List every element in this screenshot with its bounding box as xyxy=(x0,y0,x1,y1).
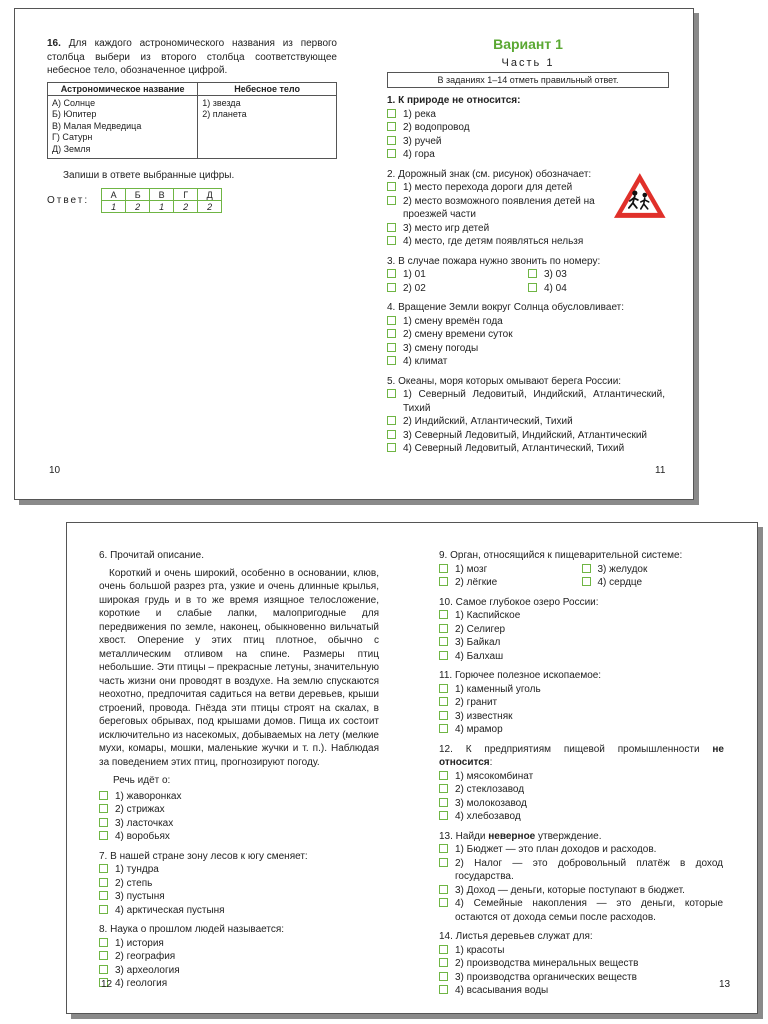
option-label: 4) сердце xyxy=(597,577,643,588)
q14-option[interactable] xyxy=(439,957,724,971)
q1-bold: не относится xyxy=(452,95,518,106)
q8-option[interactable] xyxy=(99,950,379,964)
q3-option[interactable] xyxy=(528,282,669,296)
q16-col1-item: В) Малая Медведица xyxy=(52,120,142,131)
answer-checkbox[interactable] xyxy=(439,898,448,907)
option-label: 2) 02 xyxy=(403,282,426,294)
answer-checkbox[interactable] xyxy=(439,651,448,660)
answer-value[interactable]: 1 xyxy=(150,201,174,213)
answer-checkbox[interactable] xyxy=(439,711,448,720)
q16-body: Для каждого астрономического названия из первого столбца выбери из второго столбца соответствующее небесное тело, обозначенное цифрой. xyxy=(47,38,337,76)
q16-answer-table[interactable] xyxy=(101,188,222,213)
page-number-13: 13 xyxy=(719,979,731,990)
option-label: 1) река xyxy=(403,108,436,120)
answer-checkbox[interactable] xyxy=(439,697,448,706)
option-label: 3) ручей xyxy=(403,135,442,147)
answer-checkbox[interactable] xyxy=(99,864,108,873)
answer-checkbox[interactable] xyxy=(439,945,448,954)
q8-option[interactable] xyxy=(99,977,379,991)
q6-option[interactable] xyxy=(99,817,379,831)
page-12-content xyxy=(99,549,379,991)
q1-text xyxy=(387,94,669,108)
page-13-content xyxy=(439,549,724,998)
option-label: 2) гранит xyxy=(455,697,498,708)
q1-prefix: 1. К природе xyxy=(387,95,453,106)
answer-checkbox[interactable] xyxy=(387,343,396,352)
option-label: 1) тундра xyxy=(115,864,159,875)
answer-checkbox[interactable] xyxy=(99,965,108,974)
q7-option[interactable] xyxy=(99,890,379,904)
q10-option[interactable] xyxy=(439,623,724,637)
option-label: 3) 03 xyxy=(544,269,567,280)
q16-col2-header: Небесное тело xyxy=(198,82,337,95)
q7-option[interactable] xyxy=(99,904,379,918)
answer-checkbox[interactable] xyxy=(387,196,396,205)
q14-option[interactable] xyxy=(439,984,724,998)
q9-option[interactable] xyxy=(439,563,582,577)
q2-option[interactable] xyxy=(387,181,607,195)
q4-option[interactable] xyxy=(387,315,669,329)
answer-letter: Д xyxy=(198,189,222,201)
q11-text: 11. Горючее полезное ископаемое: xyxy=(439,670,602,681)
q13-option[interactable] xyxy=(439,897,724,924)
answer-checkbox[interactable] xyxy=(99,938,108,947)
q1-option[interactable] xyxy=(387,148,669,162)
q1-suffix: : xyxy=(517,95,521,106)
q16-col1-header: Астрономическое название xyxy=(48,82,198,95)
q12-option[interactable] xyxy=(439,810,724,824)
answer-checkbox[interactable] xyxy=(387,430,396,439)
answer-letter: В xyxy=(150,189,174,201)
book-spread-pages-10-11 xyxy=(14,8,694,500)
option-label: 3) Доход — деньги, которые поступают в бюджет. xyxy=(455,884,685,896)
option-label: 3) Северный Ледовитый, Индийский, Атлантический xyxy=(403,429,647,441)
option-label: 1) жаворонках xyxy=(115,790,182,802)
answer-checkbox[interactable] xyxy=(99,818,108,827)
answer-value[interactable]: 2 xyxy=(198,201,222,213)
answer-checkbox[interactable] xyxy=(387,182,396,191)
option-label: 2) стеклозавод xyxy=(455,784,525,795)
q12-text xyxy=(439,743,724,770)
option-label: 1) 01 xyxy=(403,269,426,280)
page-number-10: 10 xyxy=(49,465,61,476)
q11-option[interactable] xyxy=(439,723,724,737)
instruction-box: В заданиях 1–14 отметь правильный ответ. xyxy=(387,72,669,88)
answer-checkbox[interactable] xyxy=(99,791,108,800)
q6-passage: Короткий и очень широкий, особенно в основании, клюв, очень большой разрез рта, узкие и очень длинные крылья, широкая грудь и в то же время изящное телосложение, короткие и слабые лапки, малопригодные для передвижения по земле, наконец, обыкновенно вильчатый хвост. Оперение у этих птиц плотное, обычно с металлическим отливом на спине. Размеры птиц небольшие. Эти птицы – прекрасные летуны, значительную часть жизни они проводят в воздухе. На землю спускаются неохотно, предпочитая садиться на ветви деревьев, крыши строений, провода. Гнёзда эти птицы строят на скалах, в береговых обрывах, под крышами домов. Пища их состоит исключительно из насекомых, добываемых на лету (мелкие мухи, комары, мошки, маленькие жучки и т. п.). Наблюдая за поведением этих птиц, прогнозируют погоду. xyxy=(99,567,379,768)
q13-prefix: 13. Найди xyxy=(439,830,489,842)
q1-option[interactable] xyxy=(387,135,669,149)
answer-letter: Г xyxy=(174,189,198,201)
q10-option[interactable] xyxy=(439,609,724,623)
answer-checkbox[interactable] xyxy=(439,811,448,820)
q10-text: 10. Самое глубокое озеро России: xyxy=(439,596,599,608)
option-label: 3) Байкал xyxy=(455,637,501,648)
answer-checkbox[interactable] xyxy=(387,136,396,145)
answer-checkbox[interactable] xyxy=(99,905,108,914)
part-title: Часть 1 xyxy=(501,57,555,69)
option-label: 1) история xyxy=(115,937,164,949)
q6-option[interactable] xyxy=(99,830,379,844)
option-label: 2) смену времени суток xyxy=(403,329,513,340)
answer-checkbox[interactable] xyxy=(387,149,396,158)
q10-option[interactable] xyxy=(439,636,724,650)
option-label: 1) мясокомбинат xyxy=(455,770,534,782)
q3-option[interactable] xyxy=(387,268,528,282)
option-label: 1) Каспийское xyxy=(455,610,521,621)
q16-answer-row xyxy=(47,188,337,213)
q12-option[interactable] xyxy=(439,783,724,797)
q16-col1-item: Б) Юпитер xyxy=(52,109,97,119)
answer-checkbox[interactable] xyxy=(439,798,448,807)
q13-option[interactable] xyxy=(439,857,724,884)
answer-checkbox[interactable] xyxy=(387,236,396,245)
option-label: 3) смену погоды xyxy=(403,342,479,354)
q12-bold: не относится xyxy=(439,743,724,768)
answer-checkbox[interactable] xyxy=(387,109,396,118)
answer-letter: Б xyxy=(126,189,150,201)
q11-option[interactable] xyxy=(439,683,724,697)
option-label: 2) Налог — это добровольный платёж в доход государства. xyxy=(455,857,723,882)
q2-option[interactable] xyxy=(387,235,607,249)
option-label: 4) всасывания воды xyxy=(455,985,549,996)
q2-option[interactable] xyxy=(387,222,607,236)
children-crossing-sign-icon xyxy=(611,170,669,222)
answer-checkbox[interactable] xyxy=(439,637,448,646)
option-label: 1) красоты xyxy=(455,944,505,956)
q7-option[interactable] xyxy=(99,877,379,891)
option-label: 4) Семейные накопления — это деньги, которые остаются от дохода семьи после расходов. xyxy=(455,898,723,923)
answer-checkbox[interactable] xyxy=(99,804,108,813)
option-label: 3) производства органических веществ xyxy=(455,971,637,983)
answer-checkbox[interactable] xyxy=(99,831,108,840)
answer-checkbox[interactable] xyxy=(387,389,396,398)
option-label: 3) ласточках xyxy=(115,817,174,829)
q1-option[interactable] xyxy=(387,121,669,135)
q16-col2-item: 1) звезда xyxy=(202,97,241,108)
q16-table xyxy=(47,82,337,159)
option-label: 4) хлебозавод xyxy=(455,811,521,822)
q9-options xyxy=(439,563,724,590)
variant-title: Вариант 1 xyxy=(493,36,563,52)
option-label: 4) гора xyxy=(403,149,435,160)
q6-option[interactable] xyxy=(99,803,379,817)
q16-col2-cell xyxy=(198,95,337,158)
answer-checkbox[interactable] xyxy=(387,122,396,131)
page-11-content xyxy=(387,35,669,456)
answer-checkbox[interactable] xyxy=(439,858,448,867)
q6-option[interactable] xyxy=(99,790,379,804)
q2-text: 2. Дорожный знак (см. рисунок) обозначает: xyxy=(387,168,592,180)
q12-suffix: : xyxy=(489,757,493,768)
answer-checkbox[interactable] xyxy=(387,356,396,365)
option-label: 4) воробьях xyxy=(115,831,170,842)
q4-option[interactable] xyxy=(387,328,669,342)
q13-option[interactable] xyxy=(439,843,724,857)
q5-option[interactable] xyxy=(387,429,669,443)
q2-content xyxy=(387,168,607,249)
option-label: 4) Северный Ледовитый, Атлантический, Тихий xyxy=(403,443,625,454)
option-label: 2) степь xyxy=(115,877,153,889)
option-label: 2) место возможного появления детей на проезжей части xyxy=(403,195,595,220)
q4-option[interactable] xyxy=(387,342,669,356)
q7-option[interactable] xyxy=(99,863,379,877)
option-label: 3) известняк xyxy=(455,710,513,722)
answer-checkbox[interactable] xyxy=(387,269,396,278)
option-label: 4) Балхаш xyxy=(455,650,504,662)
option-label: 2) география xyxy=(115,951,176,962)
q6-prompt: Речь идёт о: xyxy=(113,775,171,786)
q16-col1-cell xyxy=(48,95,198,158)
answer-checkbox[interactable] xyxy=(387,316,396,325)
q14-text: 14. Листья деревьев служат для: xyxy=(439,931,593,942)
q9-option[interactable] xyxy=(582,563,725,577)
answer-checkbox[interactable] xyxy=(439,577,448,586)
answer-value[interactable]: 1 xyxy=(102,201,126,213)
answer-value[interactable]: 2 xyxy=(126,201,150,213)
option-label: 1) Бюджет — это план доходов и расходов. xyxy=(455,844,657,855)
q5-text: 5. Океаны, моря которых омывают берега России: xyxy=(387,375,622,387)
answer-checkbox[interactable] xyxy=(387,416,396,425)
q6-title: 6. Прочитай описание. xyxy=(99,550,204,561)
q8-option[interactable] xyxy=(99,964,379,978)
answer-checkbox[interactable] xyxy=(439,958,448,967)
answer-checkbox[interactable] xyxy=(582,564,591,573)
option-label: 4) геология xyxy=(115,978,168,989)
option-label: 2) водопровод xyxy=(403,122,470,133)
q13-option[interactable] xyxy=(439,884,724,898)
option-label: 2) лёгкие xyxy=(455,577,498,588)
q16-col1-item: Г) Сатурн xyxy=(52,132,93,142)
q3-text: 3. В случае пожара нужно звонить по номеру: xyxy=(387,255,601,267)
option-label: 1) мозг xyxy=(455,563,488,575)
option-label: 3) желудок xyxy=(597,563,648,575)
option-label: 2) производства минеральных веществ xyxy=(455,958,639,969)
q5-option[interactable] xyxy=(387,415,669,429)
page-number-12: 12 xyxy=(101,979,113,990)
q12-prefix: 12. К предприятиям пищевой промышленности xyxy=(439,743,713,755)
q12-option[interactable] xyxy=(439,770,724,784)
q16-text xyxy=(47,37,337,78)
answer-checkbox[interactable] xyxy=(439,610,448,619)
option-label: 4) мрамор xyxy=(455,724,503,735)
option-label: 1) место перехода дороги для детей xyxy=(403,182,573,193)
q14-option[interactable] xyxy=(439,944,724,958)
option-label: 1) каменный уголь xyxy=(455,683,541,695)
q13-bold: неверное xyxy=(488,830,536,842)
q5-option[interactable] xyxy=(387,442,669,456)
q1-option[interactable] xyxy=(387,108,669,122)
q5-option[interactable] xyxy=(387,388,669,415)
page-10-content xyxy=(47,37,337,213)
answer-checkbox[interactable] xyxy=(387,223,396,232)
q4-text: 4. Вращение Земли вокруг Солнца обусловливает: xyxy=(387,302,625,313)
option-label: 2) Селигер xyxy=(455,623,506,635)
q16-instruction: Запиши в ответе выбранные цифры. xyxy=(63,169,235,181)
answer-checkbox[interactable] xyxy=(582,577,591,586)
option-label: 4) место, где детям появляться нельзя xyxy=(403,236,584,247)
answer-checkbox[interactable] xyxy=(99,951,108,960)
option-label: 3) место игр детей xyxy=(403,222,490,234)
q3-options xyxy=(387,268,669,295)
option-label: 4) климат xyxy=(403,356,448,367)
answer-checkbox[interactable] xyxy=(528,269,537,278)
page-number-11: 11 xyxy=(655,465,666,476)
q16-col1-item: Д) Земля xyxy=(52,143,91,154)
answer-value[interactable]: 2 xyxy=(174,201,198,213)
q7-text: 7. В нашей стране зону лесов к югу сменяет: xyxy=(99,850,308,862)
q16-number: 16. xyxy=(47,38,61,49)
option-label: 3) археология xyxy=(115,964,180,976)
answer-checkbox[interactable] xyxy=(439,972,448,981)
q2-block xyxy=(387,168,669,249)
answer-letter: А xyxy=(102,189,126,201)
q9-option[interactable] xyxy=(439,576,582,590)
q3-option[interactable] xyxy=(387,282,528,296)
answer-checkbox[interactable] xyxy=(387,443,396,452)
option-label: 2) Индийский, Атлантический, Тихий xyxy=(403,416,573,427)
q4-option[interactable] xyxy=(387,355,669,369)
answer-checkbox[interactable] xyxy=(99,878,108,887)
answer-checkbox[interactable] xyxy=(387,329,396,338)
answer-checkbox[interactable] xyxy=(439,885,448,894)
option-label: 2) стрижах xyxy=(115,804,165,815)
answer-checkbox[interactable] xyxy=(439,624,448,633)
q14-option[interactable] xyxy=(439,971,724,985)
option-label: 1) Северный Ледовитый, Индийский, Атлантический, Тихий xyxy=(403,389,665,414)
q2-option[interactable] xyxy=(387,195,607,222)
q13-text xyxy=(439,830,724,844)
q9-option[interactable] xyxy=(582,576,725,590)
answer-checkbox[interactable] xyxy=(439,564,448,573)
book-spread-pages-12-13 xyxy=(66,522,758,1014)
q13-suffix: утверждение. xyxy=(535,830,602,842)
q3-option[interactable] xyxy=(528,268,669,282)
answer-checkbox[interactable] xyxy=(439,724,448,733)
q11-option[interactable] xyxy=(439,710,724,724)
answer-checkbox[interactable] xyxy=(439,985,448,994)
answer-checkbox[interactable] xyxy=(387,283,396,292)
answer-checkbox[interactable] xyxy=(528,283,537,292)
option-label: 4) 04 xyxy=(544,282,567,294)
q9-text: 9. Орган, относящийся к пищеварительной системе: xyxy=(439,550,683,561)
q8-text: 8. Наука о прошлом людей называется: xyxy=(99,924,285,935)
answer-checkbox[interactable] xyxy=(99,891,108,900)
q16-col1-item: А) Солнце xyxy=(52,97,96,108)
q11-option[interactable] xyxy=(439,696,724,710)
option-label: 3) молокозавод xyxy=(455,797,527,809)
option-label: 3) пустыня xyxy=(115,891,165,902)
q16-col2-item: 2) планета xyxy=(202,109,247,119)
answer-checkbox[interactable] xyxy=(439,844,448,853)
answer-checkbox[interactable] xyxy=(439,771,448,780)
answer-checkbox[interactable] xyxy=(439,684,448,693)
option-label: 1) смену времён года xyxy=(403,315,503,327)
option-label: 4) арктическая пустыня xyxy=(115,904,225,916)
q16-answer-label: Ответ: xyxy=(47,195,90,206)
q10-option[interactable] xyxy=(439,650,724,664)
q12-option[interactable] xyxy=(439,797,724,811)
q8-option[interactable] xyxy=(99,937,379,951)
answer-checkbox[interactable] xyxy=(439,784,448,793)
